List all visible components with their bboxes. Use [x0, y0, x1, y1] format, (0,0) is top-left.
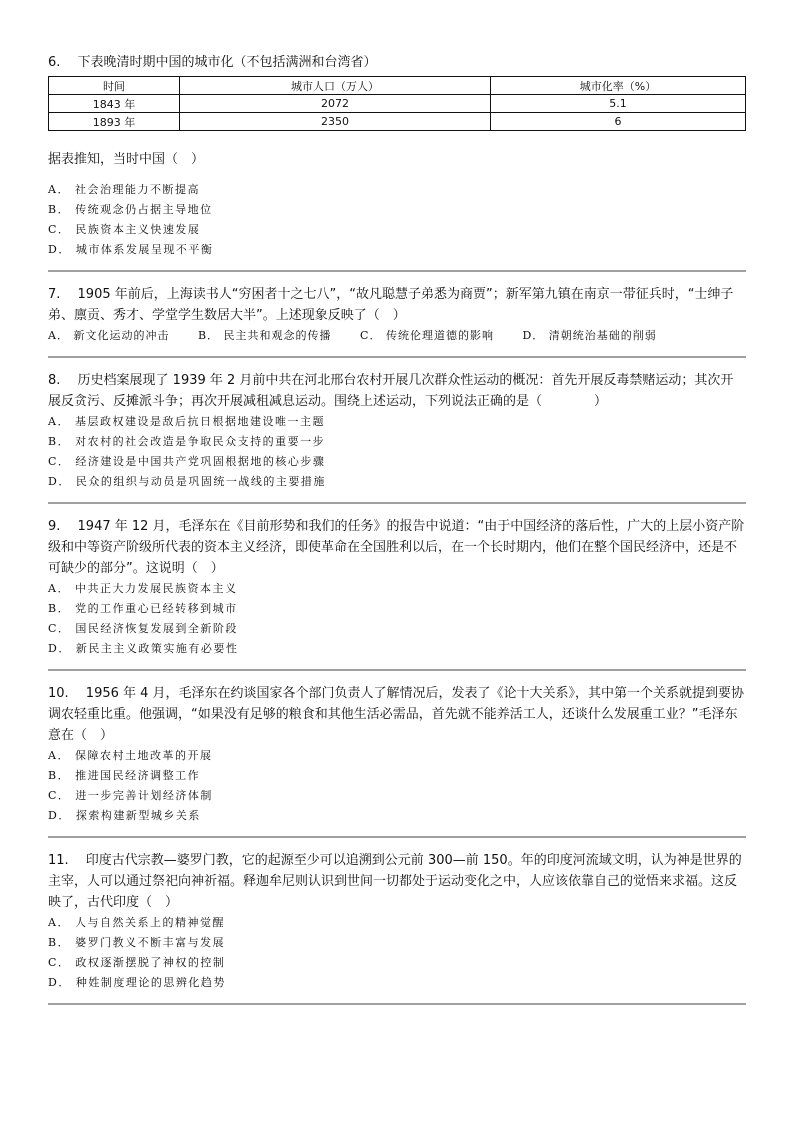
table-cell: 1893 年	[49, 113, 180, 131]
divider	[48, 669, 746, 671]
option-b[interactable]: B． 党的工作重心已经转移到城市	[48, 602, 238, 615]
urbanization-table	[48, 76, 746, 131]
question-8	[48, 370, 746, 492]
table-cell: 2350	[180, 113, 491, 131]
question-10-stem: 10. 1956 年 4 月，毛泽东在约谈国家各个部门负责人了解情况后，发表了《论十大关系》，其中第一个关系就提到要协调农轻重比重。他强调，“如果没有足够的粮食和其他生活必需品，首先就不能养活工人，还谈什么发展重工业？”毛泽东意在（ ）	[48, 686, 745, 743]
question-6-title: 6. 下表晚清时期中国的城市化（不包括满洲和台湾省）	[48, 55, 377, 70]
table-row	[49, 113, 746, 131]
option-c[interactable]: C． 传统伦理道德的影响	[360, 329, 494, 342]
question-11	[48, 850, 746, 993]
spacer	[48, 131, 746, 149]
question-6	[48, 52, 746, 260]
question-6-stem: 据表推知，当时中国（ ）	[48, 152, 205, 167]
option-a[interactable]: A． 新文化运动的冲击	[48, 329, 170, 342]
question-7	[48, 284, 746, 346]
table-header-cell: 城市人口（万人）	[180, 77, 491, 95]
divider	[48, 1003, 746, 1005]
table-header-cell: 城市化率（%）	[491, 77, 746, 95]
option-c[interactable]: C． 民族资本主义快速发展	[48, 223, 201, 236]
table-cell: 2072	[180, 95, 491, 113]
option-a[interactable]: A． 中共正大力发展民族资本主义	[48, 582, 238, 595]
table-header-row	[49, 77, 746, 95]
option-c[interactable]: C． 进一步完善计划经济体制	[48, 789, 213, 802]
table-cell: 6	[491, 113, 746, 131]
exam-page	[48, 52, 746, 1017]
option-d[interactable]: D． 新民主主义政策实施有必要性	[48, 642, 239, 655]
table-header-cell: 时间	[49, 77, 180, 95]
option-c[interactable]: C． 经济建设是中国共产党巩固根据地的核心步骤	[48, 455, 326, 468]
option-a[interactable]: A． 社会治理能力不断提高	[48, 183, 200, 196]
option-d[interactable]: D． 城市体系发展呈现不平衡	[48, 243, 214, 256]
option-b[interactable]: B． 婆罗门教义不断丰富与发展	[48, 936, 226, 949]
option-c[interactable]: C． 政权逐渐摆脱了神权的控制	[48, 956, 226, 969]
question-9-stem: 9. 1947 年 12 月，毛泽东在《目前形势和我们的任务》的报告中说道：“由于中国经济的落后性，广大的上层小资产阶级和中等资产阶级所代表的资本主义经济，即使革命在全国胜利以后，在一个长时期内，他们在整个国民经济中，还是不可缺少的部分”。这说明（ ）	[48, 519, 745, 576]
option-a[interactable]: A． 基层政权建设是敌后抗日根据地建设唯一主题	[48, 415, 325, 428]
option-d[interactable]: D． 清朝统治基础的削弱	[522, 329, 657, 342]
table-row	[49, 95, 746, 113]
spacer	[48, 170, 746, 180]
option-b[interactable]: B． 传统观念仍占据主导地位	[48, 203, 213, 216]
option-a[interactable]: A． 保障农村土地改革的开展	[48, 749, 213, 762]
question-7-stem: 7. 1905 年前后，上海读书人“穷困者十之七八”，“故凡聪慧子弟悉为商贾”；新军第九镇在南京一带征兵时，“士绅子弟、廪贡、秀才、学堂学生数居大半”。上述现象反映了（ ）	[48, 287, 734, 323]
divider	[48, 836, 746, 838]
question-8-stem: 8. 历史档案展现了 1939 年 2 月前中共在河北邢台农村开展几次群众性运动的概况：首先开展反毒禁赌运动；其次开展反贪污、反摊派斗争；再次开展减租减息运动。围绕上述运动，下列说法正确的是（ ）	[48, 373, 734, 409]
option-b[interactable]: B． 民主共和观念的传播	[197, 329, 332, 342]
option-row	[48, 326, 746, 346]
divider	[48, 356, 746, 358]
divider	[48, 270, 746, 272]
option-d[interactable]: D． 探索构建新型城乡关系	[48, 809, 201, 822]
option-b[interactable]: B． 推进国民经济调整工作	[48, 769, 201, 782]
option-d[interactable]: D． 民众的组织与动员是巩固统一战线的主要措施	[48, 475, 326, 488]
question-9	[48, 516, 746, 659]
question-11-stem: 11. 印度古代宗教—婆罗门教，它的起源至少可以追溯到公元前 300—前 150。年的印度河流域文明，认为神是世界的主宰，人可以通过祭祀向神祈福。释迦牟尼则认识到世间一切都处于运动变化之中，人应该依靠自己的觉悟来求福。这反映了，古代印度（ ）	[48, 853, 742, 910]
option-a[interactable]: A． 人与自然关系上的精神觉醒	[48, 916, 225, 929]
table-cell: 1843 年	[49, 95, 180, 113]
question-10	[48, 683, 746, 826]
table-cell: 5.1	[491, 95, 746, 113]
option-d[interactable]: D． 种姓制度理论的思辨化趋势	[48, 976, 226, 989]
divider	[48, 502, 746, 504]
option-c[interactable]: C． 国民经济恢复发展到全新阶段	[48, 622, 238, 635]
option-b[interactable]: B． 对农村的社会改造是争取民众支持的重要一步	[48, 435, 326, 448]
